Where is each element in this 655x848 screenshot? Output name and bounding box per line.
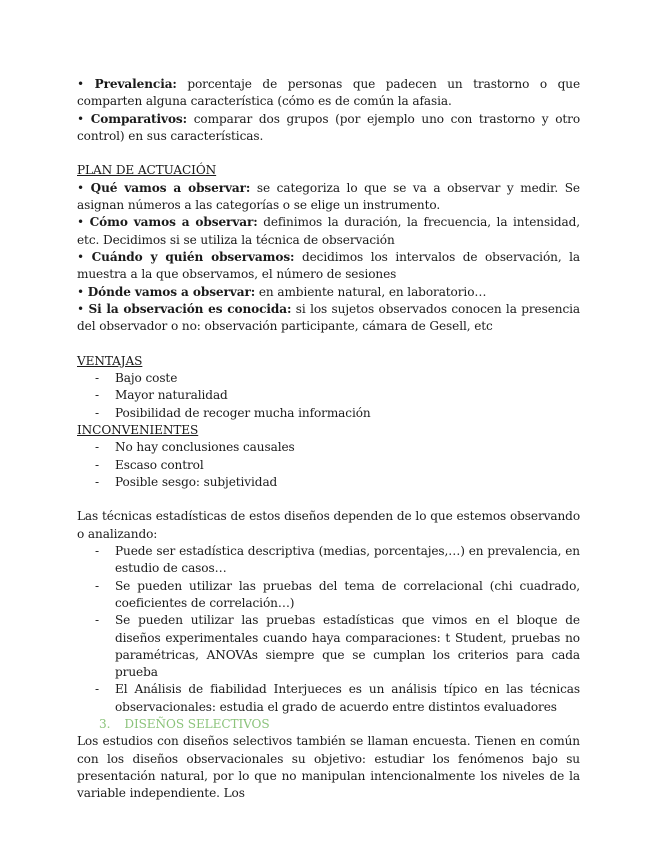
top-bullets bbox=[77, 76, 580, 145]
plan-term: Si la observación es conocida: bbox=[88, 301, 292, 316]
inconvenientes-list bbox=[77, 439, 580, 491]
plan-item-cuando bbox=[77, 249, 580, 284]
section-title: DISEÑOS SELECTIVOS bbox=[124, 716, 270, 731]
dash-mark: - bbox=[95, 474, 99, 489]
list-item bbox=[95, 578, 580, 613]
plan-text: definimos la duración, la frecuencia, la intensidad, etc. Decidimos si se utiliza la técnica de observación bbox=[77, 215, 580, 247]
plan-heading: PLAN DE ACTUACIÓN bbox=[77, 163, 217, 178]
bullet-mark: • bbox=[77, 284, 85, 299]
plan-item-como bbox=[77, 214, 580, 249]
list-item-text: Se pueden utilizar las pruebas estadísticas que vimos en el bloque de diseños experimentales cuando haya comparaciones: t Student, pruebas no paramétricas, ANOVAs siempre que se cumplan los criterios para cada prueba bbox=[115, 613, 580, 680]
plan-list bbox=[77, 180, 580, 336]
inconvenientes-heading: INCONVENIENTES bbox=[77, 422, 199, 437]
plan-term: Dónde vamos a observar: bbox=[87, 284, 256, 299]
list-item-text: Puede ser estadística descriptiva (medias, porcentajes,…) en prevalencia, en estudio de casos… bbox=[115, 544, 580, 576]
list-item bbox=[95, 387, 580, 404]
list-item bbox=[95, 612, 580, 681]
list-item-text: Mayor naturalidad bbox=[115, 388, 228, 403]
list-item-text: El Análisis de fiabilidad Interjueces es un análisis típico en las técnicas observacionales: estudia el grado de acuerdo entre distintos evaluadores bbox=[115, 682, 580, 714]
dash-mark: - bbox=[95, 371, 99, 386]
bullet-term: Comparativos: bbox=[90, 111, 188, 126]
bullet-mark: • bbox=[77, 77, 85, 91]
list-item-text: Escaso control bbox=[115, 457, 204, 472]
plan-term: Cuándo y quién observamos: bbox=[91, 249, 295, 264]
list-item bbox=[95, 457, 580, 474]
tecnicas-list bbox=[77, 543, 580, 716]
ventajas-list bbox=[77, 370, 580, 422]
list-item bbox=[95, 543, 580, 578]
list-item bbox=[95, 370, 580, 387]
plan-term: Cómo vamos a observar: bbox=[89, 215, 258, 230]
list-item-text: Posibilidad de recoger mucha información bbox=[115, 405, 371, 420]
list-item bbox=[95, 439, 580, 456]
tecnicas-intro: Las técnicas estadísticas de estos diseños dependen de lo que estemos observando o analizando: bbox=[77, 509, 580, 541]
list-item bbox=[95, 474, 580, 491]
ventajas-heading: VENTAJAS bbox=[77, 353, 143, 368]
bullet-text: porcentaje de personas que padecen un trastorno o que comparten alguna característica (cómo es de común la afasia. bbox=[77, 77, 581, 109]
list-item bbox=[95, 681, 580, 716]
bullet-comparativos bbox=[77, 111, 580, 146]
plan-text: si los sujetos observados conocen la presencia del observador o no: observación participante, cámara de Gesell, etc bbox=[77, 301, 581, 334]
section-heading bbox=[77, 716, 580, 733]
bullet-mark: • bbox=[77, 249, 85, 264]
bullet-text: comparar dos grupos (por ejemplo uno con trastorno y otro control) en sus características. bbox=[77, 111, 581, 143]
plan-term: Qué vamos a observar: bbox=[90, 180, 251, 195]
dash-mark: - bbox=[95, 613, 99, 628]
bullet-mark: • bbox=[77, 301, 85, 316]
list-item-text: Bajo coste bbox=[115, 371, 178, 386]
bullet-term: Prevalencia: bbox=[94, 77, 177, 91]
section-paragraph: Los estudios con diseños selectivos también se llaman encuesta. Tienen en común con los diseños observacionales su objetivo: estudiar los fenómenos bajo su presentación natural, por lo que no manipulan intencionalmente los niveles de la variable independiente. Los bbox=[77, 734, 580, 801]
dash-mark: - bbox=[95, 682, 99, 697]
bullet-mark: • bbox=[77, 215, 85, 230]
list-item-text: No hay conclusiones causales bbox=[115, 440, 295, 455]
dash-mark: - bbox=[95, 457, 99, 472]
plan-text: en ambiente natural, en laboratorio… bbox=[255, 284, 487, 299]
plan-item-conocida bbox=[77, 301, 580, 336]
plan-text: se categoriza lo que se va a observar y medir. Se asignan números a las categorías o se elige un instrumento. bbox=[77, 180, 580, 213]
bullet-mark: • bbox=[77, 111, 85, 126]
section-number: 3. bbox=[99, 716, 111, 731]
plan-item-donde bbox=[77, 284, 580, 301]
dash-mark: - bbox=[95, 544, 99, 559]
bullet-prevalencia bbox=[77, 76, 580, 111]
plan-text: decidimos los intervalos de observación, la muestra a la que observamos, el número de sesiones bbox=[77, 249, 580, 282]
list-item bbox=[95, 405, 580, 422]
dash-mark: - bbox=[95, 440, 99, 455]
list-item-text: Se pueden utilizar las pruebas del tema de correlacional (chi cuadrado, coeficientes de correlación…) bbox=[115, 578, 580, 610]
dash-mark: - bbox=[95, 405, 99, 420]
dash-mark: - bbox=[95, 388, 99, 403]
dash-mark: - bbox=[95, 578, 99, 593]
list-item-text: Posible sesgo: subjetividad bbox=[115, 474, 278, 489]
plan-item-que bbox=[77, 180, 580, 215]
bullet-mark: • bbox=[77, 180, 85, 195]
